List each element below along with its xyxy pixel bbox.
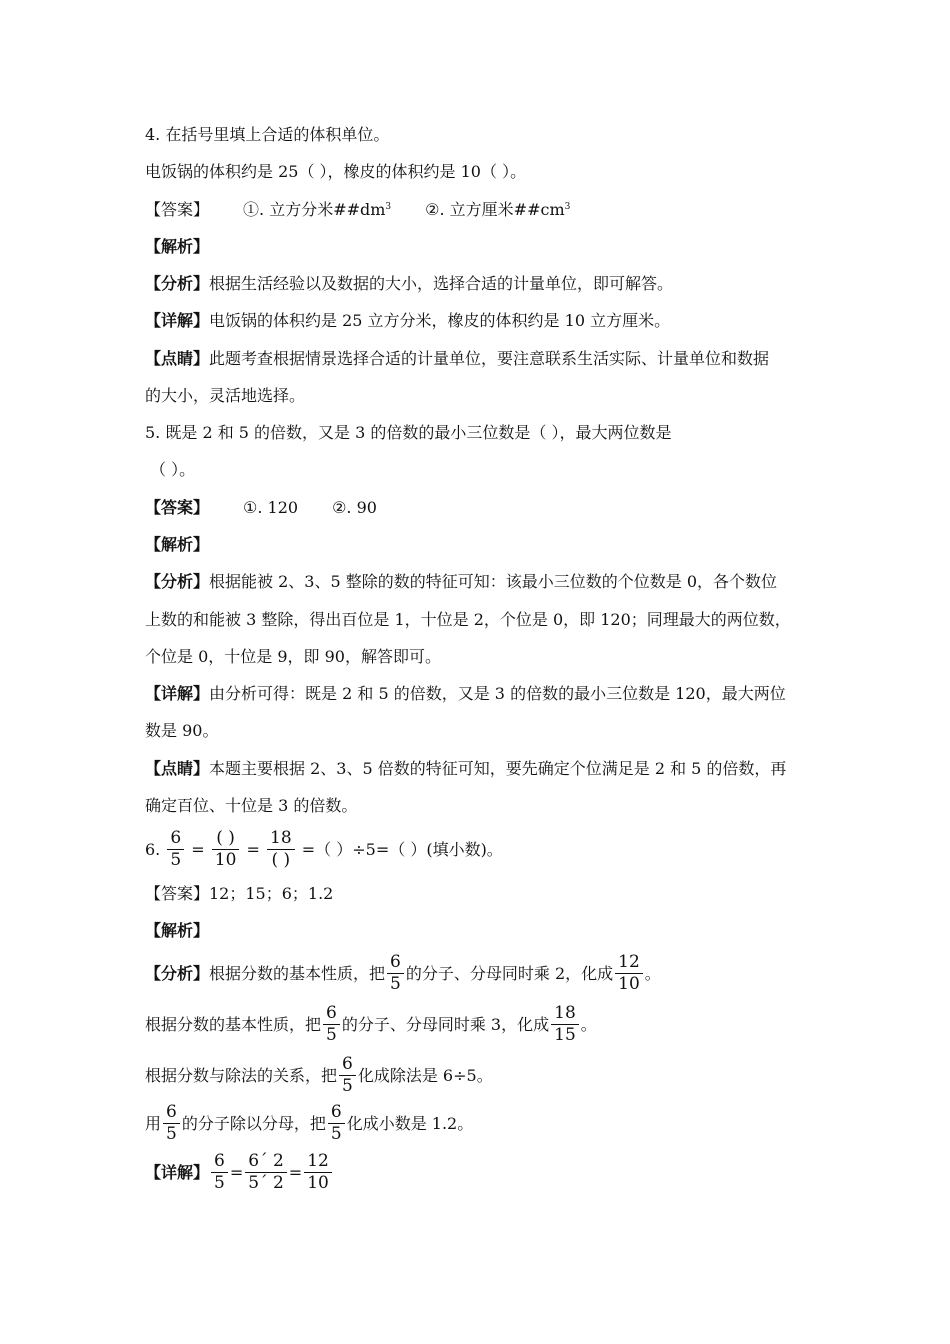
dianjing-label: 【点睛】: [145, 349, 210, 368]
text: 根据分数的基本性质，把: [145, 1015, 322, 1034]
q4-answer-2-sup: 3: [564, 202, 571, 212]
q4-xiangjie-text: 电饭锅的体积约是 25 立方分米，橡皮的体积约是 10 立方厘米。: [209, 311, 671, 330]
q6-number: 6.: [145, 840, 161, 859]
q5-title-2: （ ）。: [150, 460, 196, 479]
fraction: $\frac{12}{10}$: [615, 952, 643, 995]
q5-fenxi-text-1: 根据能被 2、3、5 整除的数的特征可知：该最小三位数的个位数是 0，各个数位: [209, 572, 777, 591]
q5-dianjing: [145, 759, 786, 779]
q5-dianjing-text-1: 本题主要根据 2、3、5 倍数的特征可知，要先确定个位满足是 2 和 5 的倍数，再: [209, 759, 787, 778]
q6-answer: 【答案】12；15；6；1.2: [145, 884, 334, 903]
q6-jiexi-label: 【解析】: [145, 921, 210, 940]
fraction: $\frac{6}{5}$: [328, 1102, 345, 1145]
q4-xiangjie: [145, 311, 670, 331]
q6-title: [145, 827, 503, 873]
q5-xiangjie-text-1: 由分析可得：既是 2 和 5 的倍数，又是 3 的倍数的最小三位数是 120，最大两位: [209, 684, 786, 703]
text: 根据分数与除法的关系，把: [145, 1066, 338, 1085]
q4-stem: 电饭锅的体积约是 25（ ），橡皮的体积约是 10（ ）。: [145, 162, 527, 181]
q6-xiangjie: [145, 1150, 334, 1196]
fraction: $\frac{6}{5}$: [163, 1102, 180, 1145]
q5-fenxi: [145, 572, 777, 592]
fenxi-label: 【分析】: [145, 572, 210, 591]
fraction: $\frac{18}{( )}$: [267, 828, 295, 871]
text: 的分子除以分母，把: [181, 1114, 326, 1133]
q6-fenxi-line-1: [145, 951, 661, 997]
q5-answer-1: ①. 120: [243, 498, 299, 517]
fraction: $\frac{6}{5}$: [167, 828, 184, 871]
q4-fenxi: [145, 274, 673, 294]
equals-sign: =: [246, 840, 260, 859]
q4-answer-2: ②. 立方厘米##cm: [425, 200, 565, 219]
q5-fenxi-cont-1: 上数的和能被 3 整除，得出百位是 1，十位是 2，个位是 0，即 120；同理最大的两位数，: [145, 610, 791, 629]
fraction: $\frac{( )}{10}$: [212, 828, 240, 871]
text: 根据分数的基本性质，把: [209, 964, 386, 983]
xiangjie-label: 【详解】: [145, 684, 210, 703]
fraction: $\frac{6}{5}$: [339, 1054, 356, 1097]
answer-label: 【答案】: [145, 200, 210, 219]
text: 化成小数是 1.2。: [346, 1114, 474, 1133]
fraction: $\frac{6}{5}$: [323, 1003, 340, 1046]
q4-answer-line: [145, 200, 570, 220]
text: 。: [580, 1015, 597, 1034]
q5-jiexi-label: 【解析】: [145, 535, 210, 554]
fraction: $\frac{6´ 2}{5´ 2}$: [245, 1151, 287, 1194]
q6-tail: =（ ）÷5=（ ）(填小数)。: [301, 840, 503, 859]
q4-title: 4. 在括号里填上合适的体积单位。: [145, 125, 390, 144]
text: 用: [145, 1114, 162, 1133]
text: 的分子、分母同时乘 3，化成: [341, 1015, 550, 1034]
q4-answer-1-sup: 3: [385, 202, 392, 212]
q6-fenxi-line-2: [145, 1002, 597, 1048]
q4-answer-1: ①. 立方分米##dm: [243, 200, 386, 219]
text: 。: [644, 964, 661, 983]
fraction: $\frac{6}{5}$: [387, 952, 404, 995]
q4-dianjing: [145, 349, 769, 369]
answer-label: 【答案】: [145, 498, 210, 517]
q5-answer-2: ②. 90: [332, 498, 377, 517]
xiangjie-label: 【详解】: [145, 1163, 210, 1182]
fenxi-label: 【分析】: [145, 964, 210, 983]
q5-xiangjie: [145, 684, 786, 704]
fraction: $\frac{18}{15}$: [551, 1003, 579, 1046]
equals-sign: =: [191, 840, 205, 859]
fraction: $\frac{6}{5}$: [211, 1151, 228, 1194]
q6-fenxi-line-3: [145, 1053, 493, 1099]
fraction: $\frac{12}{10}$: [304, 1151, 332, 1194]
fenxi-label: 【分析】: [145, 274, 210, 293]
xiangjie-label: 【详解】: [145, 311, 210, 330]
dianjing-label: 【点睛】: [145, 759, 210, 778]
q5-fenxi-cont-2: 个位是 0，十位是 9，即 90，解答即可。: [145, 647, 441, 666]
q5-dianjing-cont: 确定百位、十位是 3 的倍数。: [145, 796, 358, 815]
equals-sign: =: [288, 1163, 303, 1182]
q4-dianjing-text-1: 此题考查根据情景选择合适的计量单位，要注意联系生活实际、计量单位和数据: [209, 349, 770, 368]
q5-xiangjie-cont: 数是 90。: [145, 721, 219, 740]
q4-dianjing-cont: 的大小，灵活地选择。: [145, 386, 306, 405]
equals-sign: =: [229, 1163, 244, 1182]
q4-fenxi-text: 根据生活经验以及数据的大小，选择合适的计量单位，即可解答。: [209, 274, 674, 293]
q6-fenxi-line-4: [145, 1101, 473, 1147]
q5-answer-line: [145, 498, 377, 518]
q5-title-1: 5. 既是 2 和 5 的倍数，又是 3 的倍数的最小三位数是（ ），最大两位数是: [145, 423, 672, 442]
q4-jiexi-label: 【解析】: [145, 237, 210, 256]
text: 的分子、分母同时乘 2，化成: [405, 964, 614, 983]
text: 化成除法是 6÷5。: [357, 1066, 493, 1085]
